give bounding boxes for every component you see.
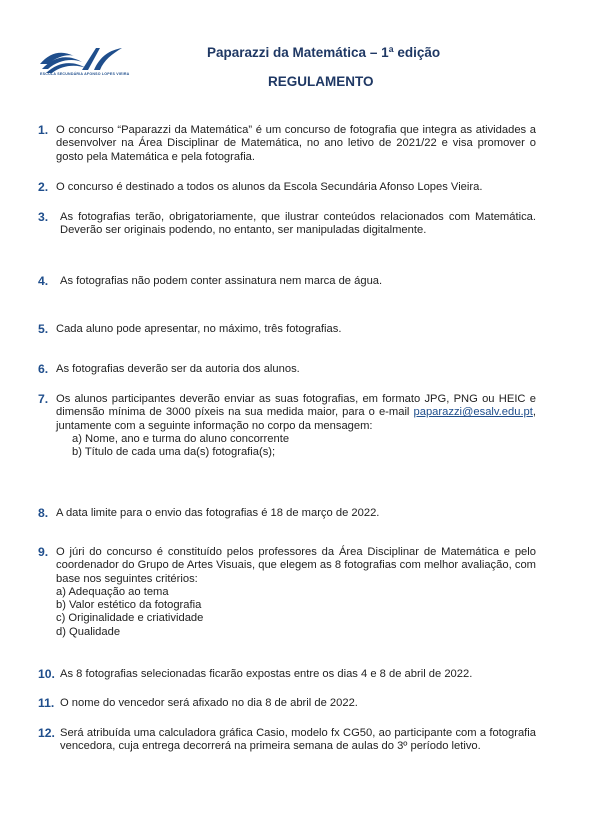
rule-text: As fotografias não podem conter assinatura nem marca de água. xyxy=(60,275,383,287)
sub-list-item: c) Originalidade e criatividade xyxy=(56,612,204,625)
sub-list xyxy=(56,433,536,460)
email-link[interactable]: paparazzi@esalv.edu.pt xyxy=(413,406,533,419)
sub-list-item: a) Adequação ao tema xyxy=(56,585,169,598)
rule-number: 10. xyxy=(38,667,55,681)
sub-list-item: a) Nome, ano e turma do aluno concorrente xyxy=(72,432,290,445)
rule-number: 4. xyxy=(38,274,49,288)
rule-item-3 xyxy=(38,211,536,238)
rule-text: A data limite para o envio das fotografias é 18 de março de 2022. xyxy=(56,507,380,519)
rule-item-2 xyxy=(38,181,536,194)
rule-number: 2. xyxy=(38,180,49,194)
rule-text-end: , juntamente com a seguinte informação no corpo da mensagem: xyxy=(56,406,536,432)
rule-number: 6. xyxy=(38,362,49,376)
rule-number: 9. xyxy=(38,545,49,559)
rule-item-7 xyxy=(38,393,536,459)
rule-item-6 xyxy=(38,363,536,376)
rule-item-8 xyxy=(38,507,536,520)
rule-number: 3. xyxy=(38,210,49,224)
rule-text: As 8 fotografias selecionadas ficarão expostas entre os dias 4 e 8 de abril de 2022. xyxy=(60,668,473,680)
rule-text: Será atribuída uma calculadora gráfica Casio, modelo fx CG50, ao participante com a fotografia vencedora, cuja entrega decorrerá na primeira semana de aulas do 3º período letivo. xyxy=(60,727,536,753)
rule-text: O concurso “Paparazzi da Matemática” é um concurso de fotografia que integra as atividades a desenvolver na Área Disciplinar de Matemática, no ano letivo de 2021/22 e visa promover o gosto pela Matemática e pela fotografia. xyxy=(56,124,536,163)
logo-caption: ESCOLA SECUNDÁRIA AFONSO LOPES VIEIRA xyxy=(40,72,130,76)
rule-number: 8. xyxy=(38,506,49,520)
rule-item-12 xyxy=(38,727,536,754)
rule-item-9 xyxy=(38,546,536,639)
rule-text: O nome do vencedor será afixado no dia 8 de abril de 2022. xyxy=(60,697,358,709)
rule-number: 1. xyxy=(38,123,49,137)
rule-number: 11. xyxy=(38,696,55,710)
rule-number: 5. xyxy=(38,322,49,336)
page-title: Paparazzi da Matemática – 1ª edição xyxy=(207,45,441,60)
rule-item-10 xyxy=(38,668,536,681)
sub-list-item: d) Qualidade xyxy=(56,625,121,638)
sub-list-item: b) Valor estético da fotografia xyxy=(56,599,202,612)
page-subtitle: REGULAMENTO xyxy=(268,74,374,89)
rule-item-5 xyxy=(38,323,536,336)
rule-text: O concurso é destinado a todos os alunos da Escola Secundária Afonso Lopes Vieira. xyxy=(56,181,483,193)
rule-text: As fotografias terão, obrigatoriamente, que ilustrar conteúdos relacionados com Matemática. Deverão ser originais podendo, no entanto, ser manipuladas digitalmente. xyxy=(60,211,536,237)
rule-item-4 xyxy=(38,275,536,288)
sub-list-item: b) Título de cada uma da(s) fotografia(s); xyxy=(72,446,276,459)
rule-text-start: Os alunos participantes deverão enviar as suas fotografias, em formato JPG, PNG ou HEIC e dimensão mínima de 3000 píxeis na sua medida maior, para o e-mail xyxy=(56,393,536,419)
rule-item-11 xyxy=(38,697,536,710)
rule-text xyxy=(56,393,536,433)
rule-text: As fotografias deverão ser da autoria dos alunos. xyxy=(56,363,300,375)
rule-text: O júri do concurso é constituído pelos professores da Área Disciplinar de Matemática e pelo coordenador do Grupo de Artes Visuais, que elegem as 8 fotografias com melhor avaliação, com base nos seguintes critérios: xyxy=(56,546,536,585)
sub-list xyxy=(56,586,536,639)
rule-item-1 xyxy=(38,124,536,164)
rule-text: Cada aluno pode apresentar, no máximo, três fotografias. xyxy=(56,323,342,335)
rule-number: 7. xyxy=(38,392,49,406)
rule-number: 12. xyxy=(38,726,55,740)
